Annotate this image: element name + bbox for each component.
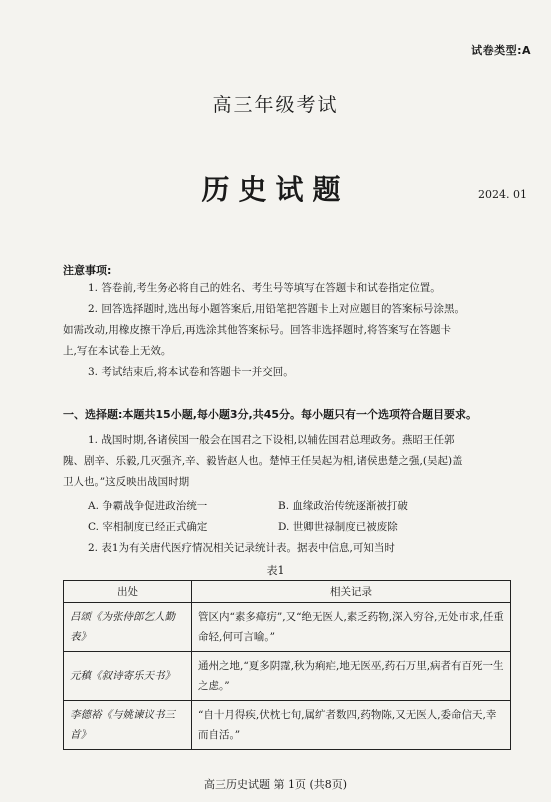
exam-date: 2024. 01	[478, 188, 527, 201]
q1-line-3: 卫人也。”这反映出战国时期	[63, 476, 190, 488]
paper-type-label: 试卷类型:A	[471, 44, 531, 57]
row-source: 吕颂《为张侍郎乞人勤表》	[64, 603, 192, 652]
q1-option-a: A. 争霸战争促进政治统一	[88, 500, 208, 512]
notice-item-2: 2. 回答选择题时,选出每小题答案后,用铅笔把答题卡上对应题目的答案标号涂黑。	[88, 303, 466, 315]
table-caption: 表1	[266, 564, 285, 577]
column-header-source: 出处	[64, 581, 192, 603]
q1-line-1: 1. 战国时期,各诸侯国一般会在国君之下设相,以辅佐国君总理政务。燕昭王任郭	[88, 434, 455, 446]
notice-title: 注意事项:	[63, 264, 112, 277]
records-table	[63, 580, 511, 750]
table-row	[64, 603, 511, 652]
table-row	[64, 652, 511, 701]
notice-item-3: 3. 考试结束后,将本试卷和答题卡一并交回。	[88, 366, 294, 378]
subject-title: 历史试题	[201, 173, 350, 206]
table-header-row	[64, 581, 511, 603]
notice-item-2-cont2: 上,写在本试卷上无效。	[63, 345, 172, 357]
column-header-record: 相关记录	[192, 581, 511, 603]
q1-option-c: C. 宰相制度已经正式确定	[88, 521, 208, 533]
q1-option-d: D. 世卿世禄制度已被废除	[278, 521, 398, 533]
notice-item-2-cont: 如需改动,用橡皮擦干净后,再选涂其他答案标号。回答非选择题时,将答案写在答题卡	[63, 324, 452, 336]
row-record: “自十月得疾,伏枕七旬,属纩者数四,药物陈,又无医人,委命信天,幸而自活。”	[192, 701, 511, 750]
row-record: 通州之地,“夏多阴霪,秋为痢疟,地无医巫,药石万里,病者有百死一生之虑。”	[192, 652, 511, 701]
table-row	[64, 701, 511, 750]
notice-item-1: 1. 答卷前,考生务必将自己的姓名、考生号等填写在答题卡和试卷指定位置。	[88, 282, 441, 294]
section-heading: 一、选择题:本题共15小题,每小题3分,共45分。每小题只有一个选项符合题目要求。	[63, 408, 478, 421]
question-2-stem	[63, 538, 523, 559]
q1-option-b: B. 血缘政治传统逐渐被打破	[278, 500, 408, 512]
q1-line-2: 隗、剧辛、乐毅,几灭强齐,辛、毅皆赵人也。楚悼王任吴起为相,诸侯患楚之强,(吴起)盖	[63, 455, 463, 467]
q2-line-1: 2. 表1为有关唐代医疗情况相关记录统计表。据表中信息,可知当时	[88, 542, 395, 554]
row-source: 元稹《叙诗寄乐天书》	[64, 652, 192, 701]
row-record: 管区内“素多瘴疠”,又“绝无医人,素乏药物,深入穷谷,无处市求,任重命轻,何可言喻。”	[192, 603, 511, 652]
row-source: 李德裕《与姚谏议书三首》	[64, 701, 192, 750]
page-footer: 高三历史试题 第 1页 (共8页)	[203, 778, 348, 791]
exam-title: 高三年级考试	[212, 94, 339, 116]
